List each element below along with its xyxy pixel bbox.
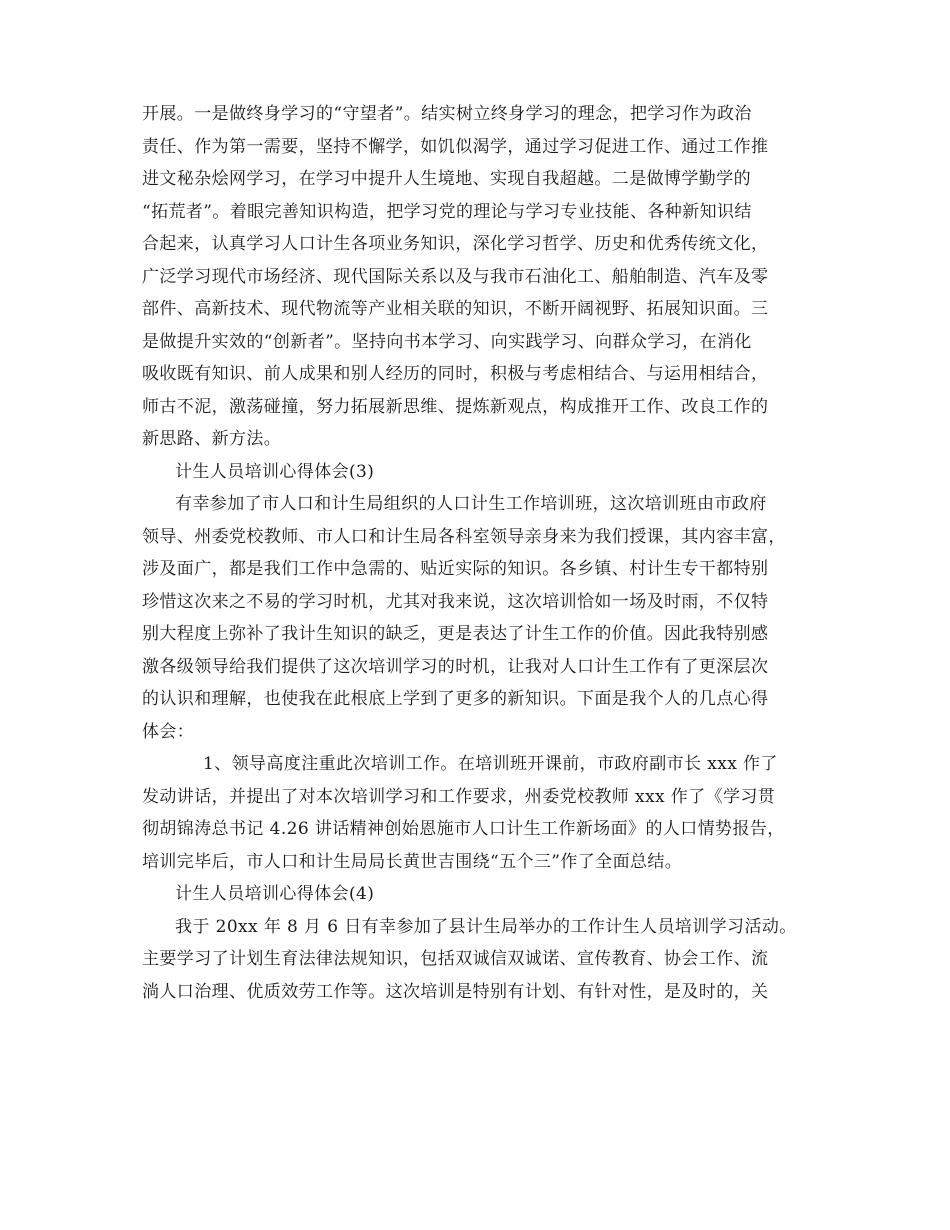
text-line: 责任、作为第一需要，坚持不懈学，如饥似渴学，通过学习促进工作、通过工作推 — [142, 136, 769, 157]
text-line: 涉及面广，都是我们工作中急需的、贴近实际的知识。各乡镇、村计生专干都特别 — [142, 559, 769, 579]
section-heading: 计生人员培训心得体会(3) — [175, 461, 375, 482]
text-line: “拓荒者”。着眼完善知识构造，把学习党的理论与学习专业技能、各种新知识结 — [142, 201, 752, 222]
text-line: 开展。一是做终身学习的“守望者”。结实树立终身学习的理念，把学习作为政治 — [142, 104, 752, 124]
text-line: 广泛学习现代市场经济、现代国际关系以及与我市石油化工、船舶制造、汽车及零 — [142, 266, 769, 287]
text-line: 别大程度上弥补了我计生知识的缺乏，更是表达了计生工作的价值。因此我特别感 — [142, 624, 769, 644]
text-line: 培训完毕后，市人口和计生局局长黄世吉围绕“五个三”作了全面总结。 — [142, 851, 683, 872]
text-line: 珍惜这次来之不易的学习时机，尤其对我来说，这次培训恰如一场及时雨，不仅特 — [142, 591, 769, 612]
paragraph-start: 有幸参加了市人口和计生局组织的人口计生工作培训班，这次培训班由市政府 — [175, 494, 767, 514]
text-line: 是做提升实效的“创新者”。坚持向书本学习、向实践学习、向群众学习，在消化 — [142, 331, 752, 352]
text-line: 彻胡锦涛总书记 4.26 讲话精神创始恩施市人口计生工作新场面》的人口情势报告， — [142, 819, 785, 839]
text-line: 师古不泥，激荡碰撞，努力拓展新思维、提炼新观点，构成推开工作、改良工作的 — [142, 396, 769, 417]
text-line: 合起来，认真学习人口计生各项业务知识，深化学习哲学、历史和优秀传统文化， — [142, 234, 769, 254]
text-line: 领导、州委党校教师、市人口和计生局各科室领导亲身来为我们授课，其内容丰富， — [142, 526, 786, 547]
text-line: 吸收既有知识、前人成果和别人经历的同时，积极与考虑相结合、与运用相结合， — [142, 364, 769, 384]
text-line: 进文秘杂烩网学习，在学习中提升人生境地、实现自我超越。二是做博学勤学的 — [142, 169, 751, 189]
text-line: 的认识和理解，也使我在此根底上学到了更多的新知识。下面是我个人的几点心得 — [142, 689, 769, 709]
text-line: 体会： — [142, 721, 195, 742]
text-line: 激各级领导给我们提供了这次培训学习的时机，让我对人口计生工作有了更深层次 — [142, 656, 769, 677]
paragraph-start: 1、领导高度注重此次培训工作。在培训班开课前，市政府副市长 xxx 作了 — [203, 754, 778, 774]
text-line: 主要学习了计划生育法律法规知识，包括双诚信双诚诺、宣传教育、协会工作、流 — [142, 949, 769, 969]
paragraph-start: 我于 20xx 年 8 月 6 日有幸参加了县计生局举办的工作计生人员培训学习活动。 — [175, 916, 797, 937]
text-line: 发动讲话，并提出了对本次培训学习和工作要求，州委党校教师 xxx 作了《学习贯 — [142, 786, 776, 807]
section-heading: 计生人员培训心得体会(4) — [175, 884, 375, 904]
text-line: 部件、高新技术、现代物流等产业相关联的知识，不断开阔视野、拓展知识面。三 — [142, 299, 769, 319]
text-line: 淌人口治理、优质效劳工作等。这次培训是特别有计划、有针对性，是及时的，关 — [142, 981, 769, 1002]
text-line: 新思路、新方法。 — [142, 429, 282, 449]
